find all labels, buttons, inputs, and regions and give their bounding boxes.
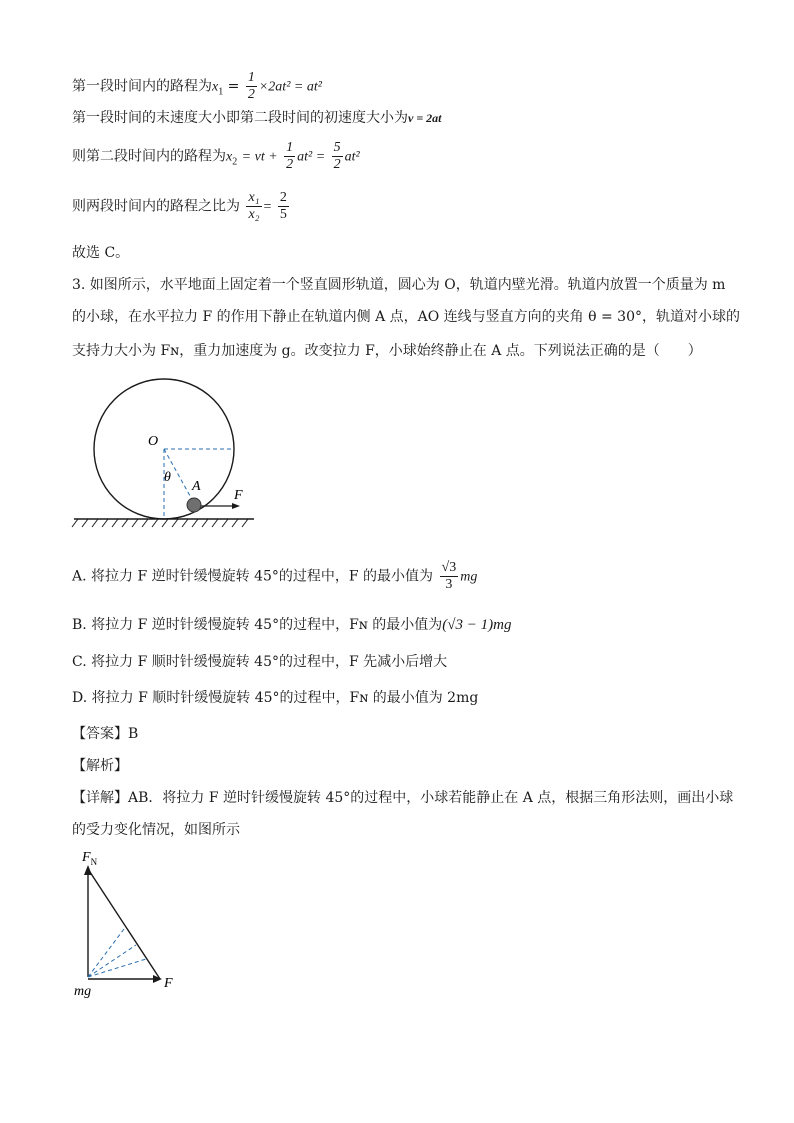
option-c: C. 将拉力 F 顺时针缓慢旋转 45°的过程中，F 先减小后增大 bbox=[72, 654, 448, 670]
fraction bbox=[278, 190, 289, 223]
fraction-denominator: 2 bbox=[333, 157, 341, 172]
fraction bbox=[284, 140, 295, 173]
fraction-numerator: 5 bbox=[333, 140, 341, 155]
label-f2: F bbox=[164, 976, 173, 991]
solution-text: 第一段时间内的路程为 bbox=[72, 78, 212, 95]
fraction-denominator: 3 bbox=[445, 577, 453, 592]
answer-value: B bbox=[128, 726, 139, 742]
option-a bbox=[72, 560, 477, 593]
solution-text: 则第二段时间内的路程为 bbox=[72, 148, 226, 165]
math-expression: ×2at² = at² bbox=[258, 79, 322, 95]
option-b-text: B. 将拉力 F 逆时针缓慢旋转 45°的过程中，Fɴ 的最小值为 bbox=[72, 617, 443, 633]
label-f: F bbox=[234, 488, 243, 503]
label-fn bbox=[81, 850, 98, 867]
detail-text: AB．将拉力 F 逆时针缓慢旋转 45°的过程中，小球若能静止在 A 点，根据三角形法则，画出小球 bbox=[128, 790, 734, 806]
math-var: x bbox=[212, 79, 219, 95]
label-o: O bbox=[148, 434, 159, 449]
solution-text: 则两段时间内的路程之比为 bbox=[72, 198, 240, 215]
answer-tag: 【答案】 bbox=[72, 726, 128, 742]
circular-track-figure bbox=[70, 375, 270, 535]
question-line-2: 的小球，在水平拉力 F 的作用下静止在轨道内侧 A 点，AO 连线与竖直方向的夹角 θ = 30°，轨道对小球的 bbox=[72, 309, 740, 325]
fraction-numerator: 1 bbox=[286, 140, 294, 155]
math-expression: at² = bbox=[297, 149, 326, 165]
fraction-denominator: x₂ bbox=[248, 207, 260, 222]
analysis-tag: 【解析】 bbox=[72, 758, 128, 774]
detail-tag: 【详解】 bbox=[72, 790, 128, 806]
fraction bbox=[246, 190, 261, 223]
solution-conclusion: 故选 C。 bbox=[72, 245, 130, 261]
option-b-math: (√3 − 1)mg bbox=[442, 617, 512, 633]
dashed-f-line-3 bbox=[88, 959, 146, 977]
fraction bbox=[332, 140, 343, 173]
fraction-numerator: 1 bbox=[247, 70, 255, 85]
math-expression: v = 2at bbox=[408, 111, 442, 125]
detail-line-1 bbox=[72, 787, 733, 807]
option-a-suffix: mg bbox=[460, 569, 478, 585]
math-sub: 1 bbox=[218, 86, 224, 98]
fraction-numerator: 2 bbox=[279, 190, 287, 205]
force-triangle-figure bbox=[70, 845, 190, 1000]
label-fn-main: F bbox=[82, 850, 91, 865]
fraction bbox=[440, 560, 459, 593]
fn-hypotenuse bbox=[88, 869, 160, 979]
fraction-numerator: √3 bbox=[441, 560, 457, 575]
equals-sign: = bbox=[263, 199, 272, 215]
label-a: A bbox=[192, 479, 201, 494]
option-a-text: A. 将拉力 F 逆时针缓慢旋转 45°的过程中，F 的最小值为 bbox=[72, 568, 434, 585]
dashed-f-line-1 bbox=[88, 929, 124, 977]
dashed-f-line-2 bbox=[88, 945, 136, 977]
label-mg: mg bbox=[74, 984, 92, 999]
detail-line-2: 的受力变化情况，如图所示 bbox=[72, 822, 240, 838]
force-f-arrowhead bbox=[232, 503, 240, 509]
solution-line-4 bbox=[72, 190, 291, 223]
fraction-denominator: 2 bbox=[247, 87, 255, 102]
fraction-denominator: 5 bbox=[279, 207, 287, 222]
fraction-denominator: 2 bbox=[286, 157, 294, 172]
fraction bbox=[246, 70, 257, 103]
answer-line bbox=[72, 723, 138, 743]
ground-hatching bbox=[72, 519, 248, 527]
solution-line-3 bbox=[72, 140, 360, 173]
ball bbox=[187, 498, 201, 512]
math-var: x bbox=[226, 149, 233, 165]
label-theta: θ bbox=[164, 470, 171, 485]
solution-text: 第一段时间的末速度大小即第二段时间的初速度大小为 bbox=[72, 110, 408, 126]
question-line-3: 支持力大小为 Fɴ，重力加速度为 g。改变拉力 F，小球始终静止在 A 点。下列说法正确的是（ ） bbox=[72, 343, 702, 359]
option-b bbox=[72, 614, 511, 634]
math-expression: at² bbox=[344, 149, 360, 165]
question-line-1: 3. 如图所示，水平地面上固定着一个竖直圆形轨道，圆心为 O，轨道内壁光滑。轨道内放置一个质量为 m bbox=[72, 277, 726, 293]
solution-line-1: 第一段时间内的路程为$x_1$ = $\frac{1}{2}$ ×2at² = at² bbox=[72, 70, 322, 102]
label-fn-sub: N bbox=[90, 857, 98, 867]
option-d: D. 将拉力 F 顺时针缓慢旋转 45°的过程中，Fɴ 的最小值为 2mg bbox=[72, 690, 479, 706]
fraction-numerator: x₁ bbox=[248, 190, 260, 205]
math-sub: 2 bbox=[232, 156, 238, 168]
solution-line-2 bbox=[72, 108, 442, 128]
math-expression: = vt + bbox=[241, 149, 278, 165]
